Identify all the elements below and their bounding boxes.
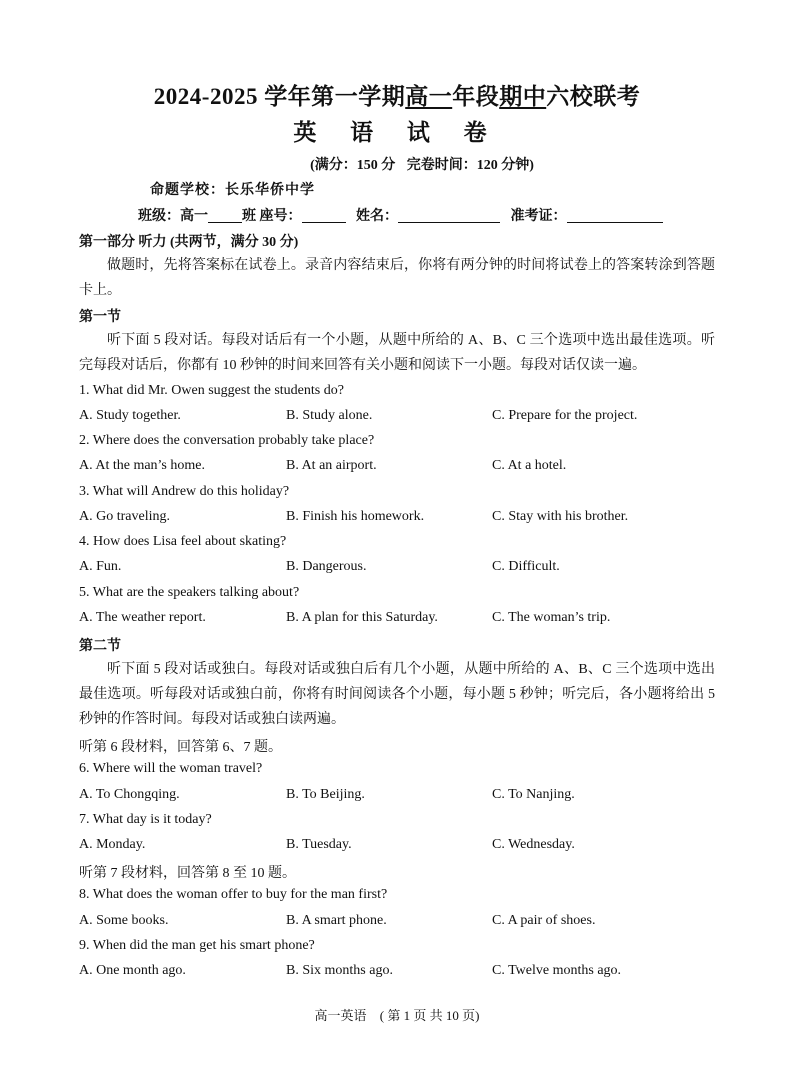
option-a: A. Monday. <box>79 837 146 852</box>
title-term: 期中 <box>499 84 547 109</box>
title-part: 2024-2025 学年第一学期 <box>153 84 406 109</box>
question-9: 9. When did the man get his smart phone? <box>79 938 315 953</box>
option-c: C. A pair of shoes. <box>492 913 596 928</box>
option-b: B. At an airport. <box>286 458 377 473</box>
question-3: 3. What will Andrew do this holiday? <box>79 484 290 499</box>
title-grade: 高一 <box>405 84 453 109</box>
option-b: B. Dangerous. <box>286 559 367 574</box>
question-7: 7. What day is it today? <box>79 812 212 827</box>
option-a: A. Go traveling. <box>79 509 170 524</box>
student-info-line <box>138 205 663 225</box>
material-6-instruction: 听第 6 段材料，回答第 6、7 题。 <box>79 740 282 755</box>
question-4: 4. How does Lisa feel about skating? <box>79 534 287 549</box>
seat-label: 座号： <box>259 209 302 224</box>
title-part: 六校联考 <box>546 84 641 109</box>
option-b: B. Tuesday. <box>286 837 352 852</box>
section1-heading: 第一节 <box>79 310 121 325</box>
option-b: B. To Beijing. <box>286 787 365 802</box>
question-1: 1. What did Mr. Owen suggest the students do? <box>79 383 344 398</box>
time-info: 完卷时间：120 分钟) <box>406 158 534 173</box>
score-info: (满分：150 分 <box>310 158 396 173</box>
option-c: C. At a hotel. <box>492 458 567 473</box>
material-7-instruction: 听第 7 段材料，回答第 8 至 10 题。 <box>79 866 296 881</box>
option-a: A. Fun. <box>79 559 122 574</box>
option-b: B. A smart phone. <box>286 913 387 928</box>
author-school: 命题学校：长乐华侨中学 <box>150 183 315 198</box>
option-b: B. Study alone. <box>286 408 373 423</box>
question-2: 2. Where does the conversation probably take place? <box>79 433 375 448</box>
option-a: A. To Chongqing. <box>79 787 180 802</box>
title-part: 年段 <box>452 84 500 109</box>
option-a: A. Study together. <box>79 408 181 423</box>
footer-subject: 高一英语 <box>314 1008 367 1023</box>
option-b: B. Six months ago. <box>286 963 393 978</box>
name-blank[interactable] <box>398 208 500 223</box>
class-blank[interactable] <box>208 208 242 223</box>
option-b: B. A plan for this Saturday. <box>286 610 438 625</box>
option-c: C. To Nanjing. <box>492 787 575 802</box>
section2-heading: 第二节 <box>79 639 121 654</box>
question-5: 5. What are the speakers talking about? <box>79 585 300 600</box>
exam-meta <box>0 154 794 174</box>
option-a: A. One month ago. <box>79 963 186 978</box>
option-c: C. Prepare for the project. <box>492 408 638 423</box>
seat-blank[interactable] <box>302 208 346 223</box>
option-a: A. The weather report. <box>79 610 206 625</box>
question-8: 8. What does the woman offer to buy for the man first? <box>79 887 388 902</box>
exam-id-blank[interactable] <box>567 208 663 223</box>
option-a: A. Some books. <box>79 913 169 928</box>
option-c: C. The woman’s trip. <box>492 610 611 625</box>
page-footer <box>0 1005 794 1024</box>
page-title <box>0 78 794 111</box>
option-c: C. Twelve months ago. <box>492 963 622 978</box>
part1-intro: 做题时，先将答案标在试卷上。录音内容结束后，你将有两分钟的时间将试卷上的答案转涂到答题卡上。 <box>79 258 715 298</box>
option-b: B. Finish his homework. <box>286 509 425 524</box>
section2-intro: 听下面 5 段对话或独白。每段对话或独白后有几个小题，从题中所给的 A、B、C 三个选项中选出最佳选项。听每段对话或独白前，你将有时间阅读各个小题，每小题 5 秒钟；听完后，各小题将给出 5 秒钟的作答时间。每段对话或独白读两遍。 <box>79 662 715 727</box>
page-subtitle: 英 语 试 卷 <box>293 120 501 145</box>
class-label: 班级：高一 <box>138 209 208 224</box>
option-c: C. Wednesday. <box>492 837 575 852</box>
option-a: A. At the man’s home. <box>79 458 205 473</box>
page-number: ( 第 1 页 共 10 页) <box>379 1008 480 1023</box>
part1-heading: 第一部分 听力 (共两节，满分 30 分) <box>79 235 299 250</box>
option-c: C. Stay with his brother. <box>492 509 629 524</box>
exam-id-label: 准考证： <box>510 209 567 224</box>
question-6: 6. Where will the woman travel? <box>79 761 263 776</box>
name-label: 姓名： <box>356 209 398 224</box>
section1-intro: 听下面 5 段对话。每段对话后有一个小题，从题中所给的 A、B、C 三个选项中选出最佳选项。听完每段对话后，你都有 10 秒钟的时间来回答有关小题和阅读下一小题。每段对话仅读一遍。 <box>79 333 715 373</box>
class-suffix: 班 <box>242 209 256 224</box>
option-c: C. Difficult. <box>492 559 560 574</box>
